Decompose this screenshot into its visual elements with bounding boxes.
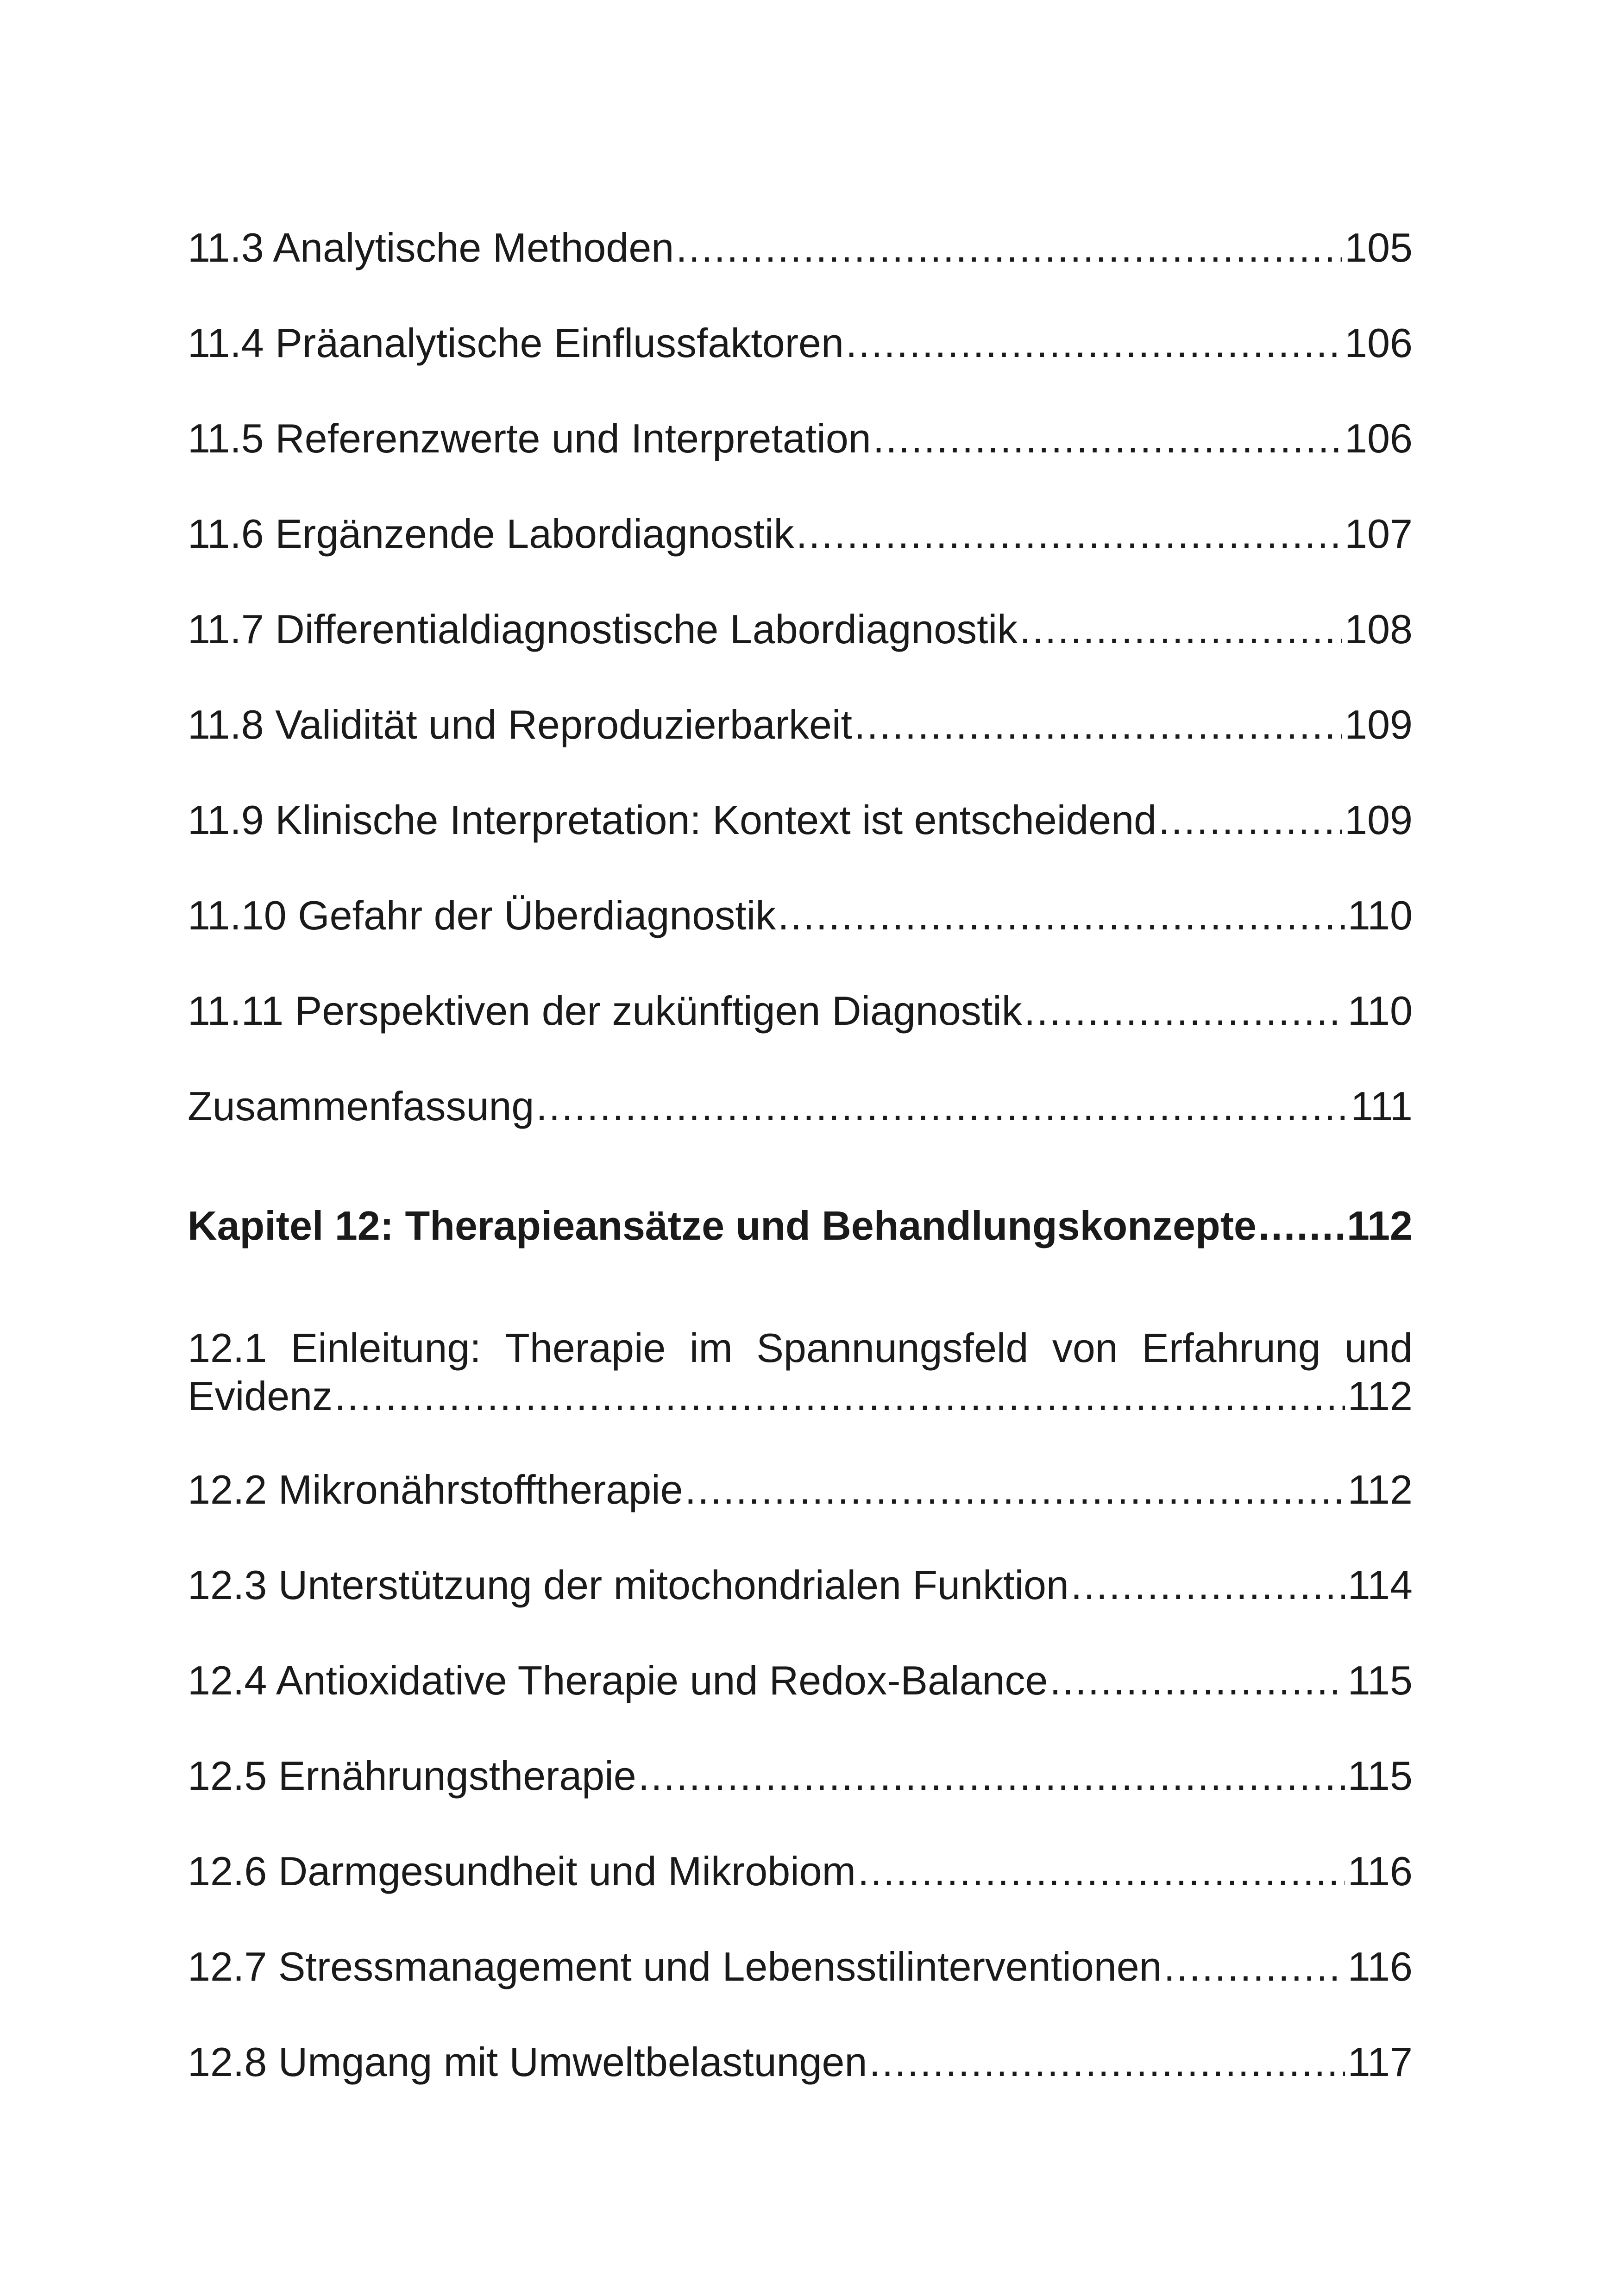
toc-entry-page: 112 (1347, 1373, 1413, 1419)
dot-leader (1158, 796, 1342, 845)
toc-entry-title-line2: Evidenz (188, 1373, 333, 1419)
toc-entry-title: 11.8 Validität und Reproduzierbarkeit (188, 702, 852, 747)
toc-entry-page: 107 (1345, 511, 1413, 557)
dot-leader (858, 1847, 1345, 1896)
toc-entry-12-6[interactable] (188, 1847, 1413, 1896)
dot-leader (1164, 1942, 1345, 1991)
toc-entry-page: 116 (1347, 1944, 1413, 1989)
toc-entry-page: 111 (1351, 1083, 1413, 1129)
toc-entry-title: 12.4 Antioxidative Therapie und Redox-Balance (188, 1657, 1048, 1703)
dot-leader (869, 2038, 1345, 2087)
title-word: Erfahrung (1142, 1325, 1321, 1371)
title-word: und (1345, 1325, 1413, 1371)
toc-entry-page: 109 (1345, 702, 1413, 747)
dot-leader (1049, 1656, 1345, 1705)
toc-entry-page: 112 (1347, 1203, 1413, 1248)
dot-leader (685, 1465, 1345, 1514)
toc-entry-title: 11.10 Gefahr der Überdiagnostik (188, 892, 776, 938)
toc-entry-page: 112 (1347, 1467, 1413, 1512)
toc-entry-12-4[interactable] (188, 1656, 1413, 1705)
toc-entry-page: 105 (1345, 225, 1413, 270)
title-word: Einleitung: (290, 1325, 481, 1371)
toc-entry-11-10[interactable] (188, 891, 1413, 940)
toc-entry-page: 115 (1347, 1753, 1413, 1799)
toc-entry-page: 108 (1345, 606, 1413, 652)
toc-entry-11-6[interactable] (188, 509, 1413, 558)
dot-leader (778, 891, 1345, 940)
toc-entry-12-7[interactable] (188, 1942, 1413, 1991)
toc-entry-page: 117 (1347, 2039, 1413, 2085)
title-word: im (689, 1325, 733, 1371)
toc-entry-page: 114 (1347, 1562, 1413, 1608)
title-word: Therapie (505, 1325, 666, 1371)
toc-entry-title: 11.7 Differentialdiagnostische Labordiagnostik (188, 606, 1018, 652)
dot-leader (1019, 605, 1342, 654)
toc-entry-title: 11.4 Präanalytische Einflussfaktoren (188, 320, 844, 366)
dot-leader (1024, 986, 1345, 1035)
toc-entry-title: 11.11 Perspektiven der zukünftigen Diagnostik (188, 988, 1022, 1034)
toc-entry-title: 11.3 Analytische Methoden (188, 225, 674, 270)
toc-entry-page: 116 (1347, 1848, 1413, 1894)
title-word: 12.1 (188, 1325, 267, 1371)
toc-entry-title: 12.5 Ernährungstherapie (188, 1753, 636, 1799)
toc-entry-11-5[interactable] (188, 414, 1413, 463)
toc-entry-title-line1 (188, 1324, 1413, 1373)
toc-entry-title: 12.6 Darmgesundheit und Mikrobiom (188, 1848, 856, 1894)
dot-leader (536, 1082, 1348, 1131)
dot-leader (334, 1372, 1345, 1421)
toc-entry-12-2[interactable] (188, 1465, 1413, 1514)
toc-entry-page: 106 (1345, 415, 1413, 461)
dot-leader (638, 1751, 1345, 1800)
toc-entry-page: 106 (1345, 320, 1413, 366)
toc-entry-11-7[interactable] (188, 605, 1413, 654)
toc-entry-page: 110 (1347, 892, 1413, 938)
toc-chapter-12[interactable] (188, 1201, 1413, 1250)
toc-entry-12-8[interactable] (188, 2038, 1413, 2087)
dot-leader (873, 414, 1342, 463)
toc-entry-11-8[interactable] (188, 700, 1413, 749)
title-word: von (1052, 1325, 1118, 1371)
toc-entry-title: 11.9 Klinische Interpretation: Kontext ist entscheidend (188, 797, 1157, 843)
dot-leader (1258, 1201, 1344, 1250)
dot-leader (796, 509, 1342, 558)
toc-entry-11-9[interactable] (188, 796, 1413, 845)
toc-entry-page: 109 (1345, 797, 1413, 843)
toc-entry-12-5[interactable] (188, 1751, 1413, 1800)
dot-leader (846, 319, 1342, 368)
toc-entry-title: 12.3 Unterstützung der mitochondrialen Funktion (188, 1562, 1069, 1608)
toc-entry-title: 11.5 Referenzwerte und Interpretation (188, 415, 871, 461)
toc-entry-summary[interactable] (188, 1082, 1413, 1131)
toc-entry-11-3[interactable] (188, 223, 1413, 272)
toc-entry-12-3[interactable] (188, 1561, 1413, 1610)
toc-entry-title: 12.2 Mikronährstofftherapie (188, 1467, 683, 1512)
toc-entry-title: 12.8 Umgang mit Umweltbelastungen (188, 2039, 867, 2085)
toc-entry-title: 11.6 Ergänzende Labordiagnostik (188, 511, 794, 557)
toc-entry-title: Zusammenfassung (188, 1083, 534, 1129)
toc-entry-page: 110 (1347, 988, 1413, 1034)
dot-leader (1071, 1561, 1345, 1610)
dot-leader (854, 700, 1342, 749)
toc-entry-12-1[interactable] (188, 1324, 1413, 1421)
dot-leader (676, 223, 1342, 272)
toc-entry-page: 115 (1347, 1657, 1413, 1703)
toc-entry-11-11[interactable] (188, 986, 1413, 1035)
toc-entry-title: 12.7 Stressmanagement und Lebensstilinterventionen (188, 1944, 1162, 1989)
title-word: Spannungsfeld (756, 1325, 1029, 1371)
toc-entry-11-4[interactable] (188, 319, 1413, 368)
toc-chapter-title: Kapitel 12: Therapieansätze und Behandlungskonzepte (188, 1203, 1257, 1248)
